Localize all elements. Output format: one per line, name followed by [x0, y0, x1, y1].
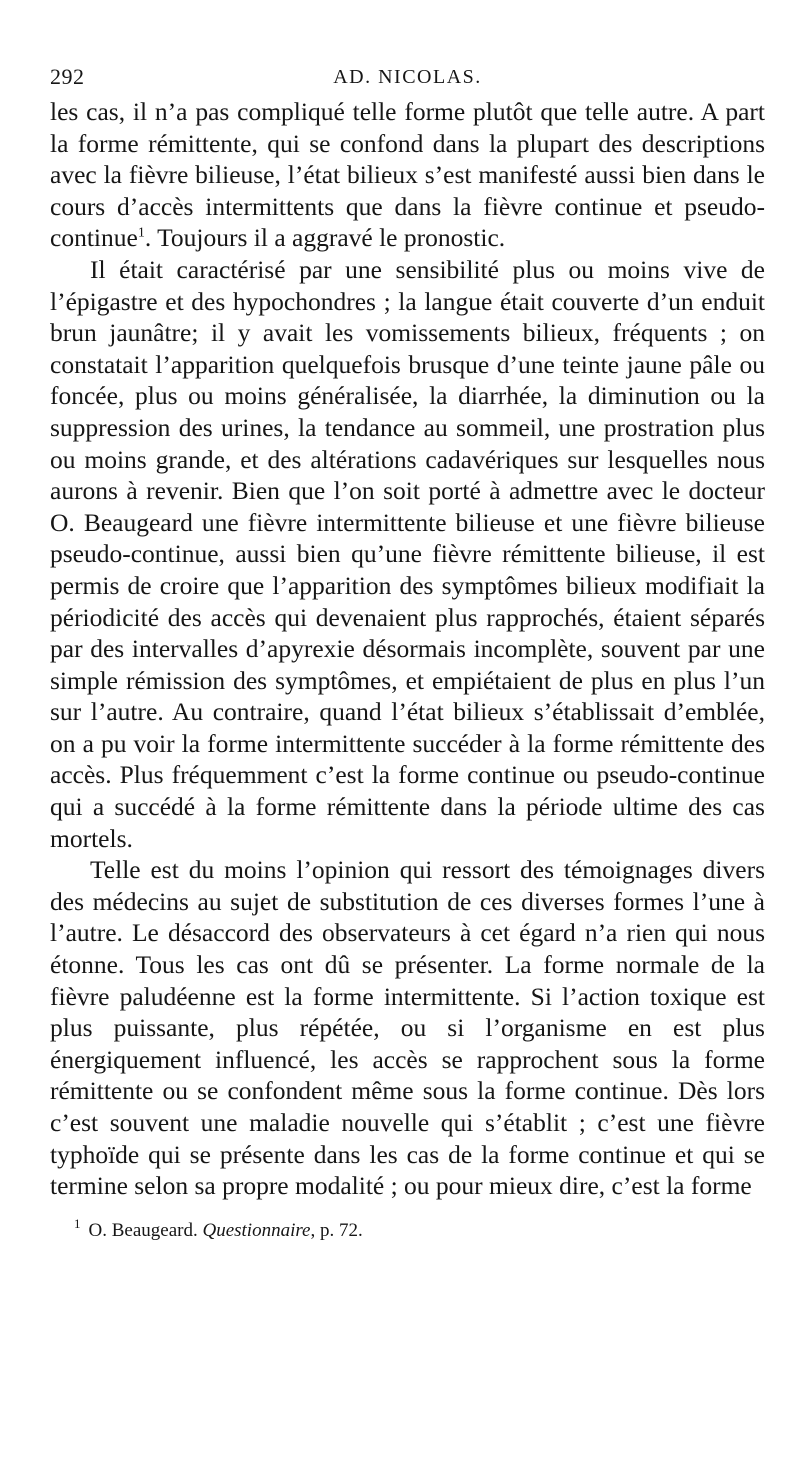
- paragraph-3: Telle est du moins l’opinion qui ressort des témoignages divers des médecins au sujet de substitution de ces diverses formes l’une à l’autre. Le désaccord des observateurs à cet égard n’a rien qui nous étonne. Tous les cas ont dû se présenter. La forme normale de la fièvre paludéenne est la forme intermittente. Si l’action toxique est plus puissante, plus répétée, ou si l’organisme en est plus énergiquement influencé, les accès se rapprochent sous la forme rémittente ou se confondent même sous la forme continue. Dès lors c’est souvent une maladie nouvelle qui s’établit ; c’est une fièvre typhoïde qui se présente dans les cas de la forme continue et qui se termine selon sa propre modalité ; ou pour mieux dire, c’est la forme: [50, 855, 765, 1201]
- footnote-reference: 1: [137, 225, 145, 241]
- running-title: AD. NICOLAS.: [333, 66, 482, 88]
- footnote-mark: 1: [74, 1216, 81, 1232]
- footnote-title: Questionnaire: [202, 1219, 311, 1241]
- book-page: [50, 62, 765, 1244]
- footnote-author: O. Beaugeard.: [88, 1219, 198, 1241]
- paragraph-1-text: les cas, il n’a pas compliqué telle forme plutôt que telle autre. A part la forme rémittente, qui se confond dans la plupart des descriptions avec la fièvre bilieuse, l’état bilieux s’est manifesté aussi bien dans le cours d’accès intermittents que dans la fièvre continue et pseudo-continue: [50, 97, 765, 253]
- paragraph-2: Il était caractérisé par une sensibilité plus ou moins vive de l’épigastre et des hypochondres ; la langue était couverte d’un enduit brun jaunâtre; il y avait les vomissements bilieux, fréquents ; on constatait l’apparition quelquefois brusque d’une teinte jaune pâle ou foncée, plus ou moins généralisée, la diarrhée, la diminution ou la suppression des urines, la tendance au sommeil, une prostration plus ou moins grande, et des altérations cadavériques sur lesquelles nous aurons à revenir. Bien que l’on soit porté à admettre avec le docteur O. Beaugeard une fièvre intermittente bilieuse et une fièvre bilieuse pseudo-continue, aussi bien qu’une fièvre rémittente bilieuse, il est permis de croire que l’apparition des symptômes bilieux modifiait la périodicité des accès qui devenaient plus rapprochés, étaient séparés par des intervalles d’apyrexie désormais incomplète, souvent par une simple rémission des symptômes, et empiétaient de plus en plus l’un sur l’autre. Au contraire, quand l’état bilieux s’établissait d’emblée, on a pu voir la forme intermittente succéder à la forme rémittente des accès. Plus fréquemment c’est la forme continue ou pseudo-continue qui a succédé à la forme rémittente dans la période ultime des cas mortels.: [50, 254, 765, 853]
- footnote: [50, 1218, 765, 1244]
- page-number: 292: [50, 64, 85, 89]
- paragraph-1-continuation: . Toujours il a aggravé le pronostic.: [144, 223, 506, 253]
- body-text: [50, 96, 765, 1202]
- paragraph-1: [50, 96, 765, 254]
- footnote-page: , p. 72.: [310, 1219, 363, 1241]
- running-head: [50, 62, 765, 92]
